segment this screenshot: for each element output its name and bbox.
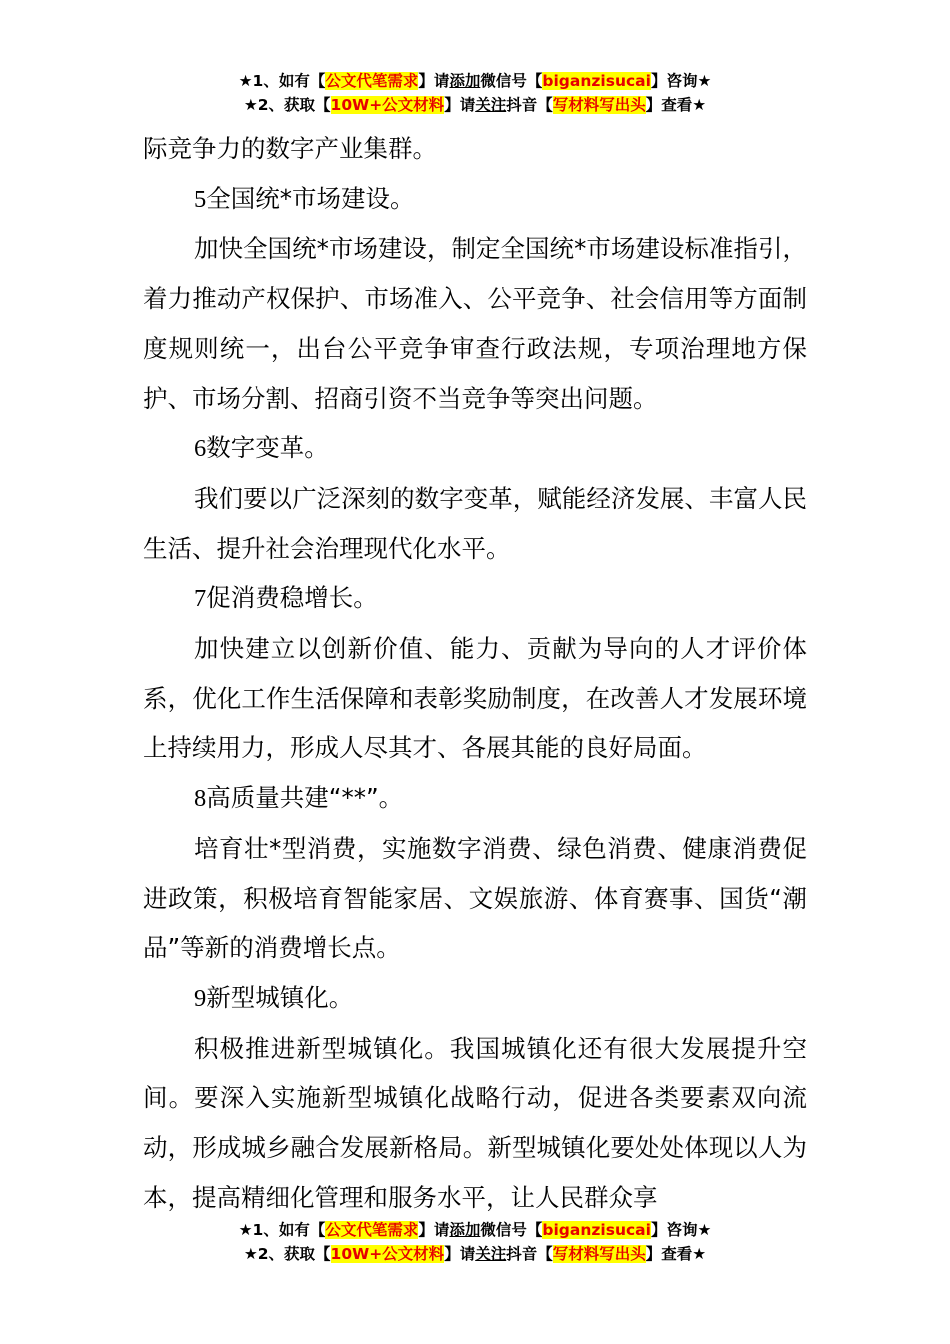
banner-highlight: biganzisucai (542, 1221, 651, 1239)
banner-line-1 (0, 69, 950, 93)
banner-underlined: 添加 (449, 1221, 481, 1239)
paragraph: 积极推进新型城镇化。我国城镇化还有很大发展提升空间。要深入实施新型城镇化战略行动，促进各类要素双向流动，形成城乡融合发展新格局。新型城镇化要处处体现以人为本，提高精细化管理和服务水平，让人民群众享 (143, 1033, 807, 1212)
banner-text: 】请 (444, 96, 476, 114)
section-number: 6 (194, 435, 207, 463)
section-title: 促消费稳增长。 (206, 583, 378, 613)
section-number: 9 (194, 984, 207, 1012)
paragraph: 我们要以广泛深刻的数字变革，赋能经济发展、丰富人民生活、提升社会治理现代化水平。 (143, 483, 807, 563)
banner-highlight: 10W+公文材料 (330, 96, 445, 114)
banner-text: ★2、获取【 (243, 1245, 331, 1263)
banner-highlight: 写材料写出头 (552, 96, 646, 114)
banner-text: 】咨询★ (650, 72, 712, 90)
banner-text: 】请 (418, 1221, 450, 1239)
banner-text: 抖音【 (506, 96, 553, 114)
section-title: 新型城镇化。 (206, 982, 354, 1012)
banner-highlight: biganzisucai (542, 72, 651, 90)
banner-text: 】请 (418, 72, 450, 90)
banner-line-2 (0, 93, 950, 117)
banner-underlined: 关注 (475, 96, 507, 114)
banner-highlight: 公文代笔需求 (325, 72, 419, 90)
banner-text: 】查看★ (645, 1245, 707, 1263)
section-heading (143, 174, 807, 225)
banner-text: 】请 (444, 1245, 476, 1263)
banner-text: 抖音【 (506, 1245, 553, 1263)
section-number: 5 (194, 185, 207, 213)
banner-line-2 (0, 1242, 950, 1266)
section-title: 高质量共建“**”。 (206, 783, 404, 813)
banner-highlight: 10W+公文材料 (330, 1245, 445, 1263)
section-title: 全国统*市场建设。 (206, 183, 415, 213)
section-number: 8 (194, 785, 207, 813)
section-heading (143, 773, 807, 824)
banner-text: 微信号【 (480, 72, 543, 90)
banner-text: ★1、如有【 (238, 1221, 326, 1239)
footer-banner (0, 1218, 950, 1266)
banner-highlight: 公文代笔需求 (325, 1221, 419, 1239)
section-heading (143, 973, 807, 1024)
banner-underlined: 关注 (475, 1245, 507, 1263)
header-banner (0, 69, 950, 117)
banner-text: ★2、获取【 (243, 96, 331, 114)
section-heading (143, 573, 807, 624)
banner-underlined: 添加 (449, 72, 481, 90)
paragraph: 加快全国统*市场建设，制定全国统*市场建设标准指引，着力推动产权保护、市场准入、公平竞争、社会信用等方面制度规则统一，出台公平竞争审查行政法规，专项治理地方保护、市场分割、招商引资不当竞争等突出问题。 (143, 234, 807, 413)
banner-text: 】咨询★ (650, 1221, 712, 1239)
section-heading (143, 423, 807, 474)
banner-text: 微信号【 (480, 1221, 543, 1239)
section-number: 7 (194, 585, 207, 613)
document-body (143, 124, 807, 1222)
banner-text: 】查看★ (645, 96, 707, 114)
paragraph: 培育壮*型消费，实施数字消费、绿色消费、健康消费促进政策，积极培育智能家居、文娱旅游、体育赛事、国货“潮品”等新的消费增长点。 (143, 833, 807, 963)
paragraph-continuation: 际竞争力的数字产业集群。 (143, 134, 437, 163)
section-title: 数字变革。 (206, 433, 329, 463)
banner-line-1 (0, 1218, 950, 1242)
paragraph: 加快建立以创新价值、能力、贡献为导向的人才评价体系，优化工作生活保障和表彰奖励制度，在改善人才发展环境上持续用力，形成人尽其才、各展其能的良好局面。 (143, 634, 807, 763)
banner-text: ★1、如有【 (238, 72, 326, 90)
banner-highlight: 写材料写出头 (552, 1245, 646, 1263)
